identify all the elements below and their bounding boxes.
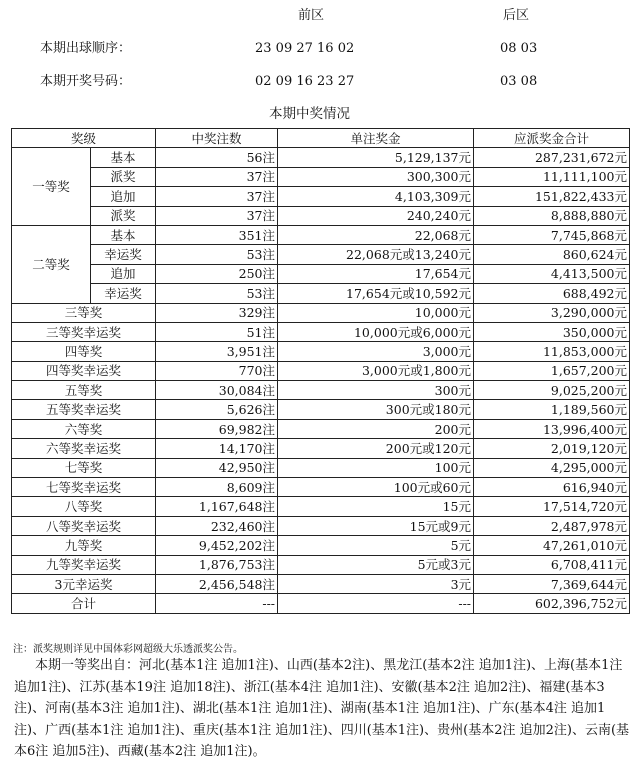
total-prize: 860,624元 xyxy=(474,245,630,264)
col-header-amount: 单注奖金 xyxy=(278,129,474,148)
table-row xyxy=(12,303,630,322)
prize-level: 九等奖幸运奖 xyxy=(12,555,156,574)
table-row xyxy=(12,284,630,303)
winner-count: 8,609注 xyxy=(156,478,278,497)
table-row xyxy=(12,478,630,497)
second-prize-label: 二等奖 xyxy=(12,225,91,303)
winner-count: 2,456,548注 xyxy=(156,574,278,593)
prize-table xyxy=(11,128,630,614)
sub-level: 幸运奖 xyxy=(91,245,156,264)
winner-count: 14,170注 xyxy=(156,439,278,458)
first-prize-label: 一等奖 xyxy=(12,148,91,226)
table-row xyxy=(12,381,630,400)
table-row xyxy=(12,206,630,225)
back-zone-label: 后区 xyxy=(503,8,530,23)
table-row xyxy=(12,536,630,555)
draw-order-front: 23 09 27 16 02 xyxy=(255,41,355,56)
winner-count: 37注 xyxy=(156,187,278,206)
unit-prize: 17,654元或10,592元 xyxy=(278,284,474,303)
winner-count: 770注 xyxy=(156,361,278,380)
table-row xyxy=(12,574,630,593)
unit-prize: 17,654元 xyxy=(278,264,474,283)
unit-prize: 5元或3元 xyxy=(278,555,474,574)
unit-prize: 100元 xyxy=(278,458,474,477)
front-zone-label: 前区 xyxy=(298,8,325,23)
col-header-total: 应派奖金合计 xyxy=(474,129,630,148)
winner-count: 37注 xyxy=(156,206,278,225)
total-prize: 616,940元 xyxy=(474,478,630,497)
table-row xyxy=(12,439,630,458)
table-row xyxy=(12,458,630,477)
table-row xyxy=(12,419,630,438)
unit-prize: 100元或60元 xyxy=(278,478,474,497)
sub-level: 追加 xyxy=(91,264,156,283)
prize-level: 四等奖 xyxy=(12,342,156,361)
sub-level: 基本 xyxy=(91,225,156,244)
sub-level: 派奖 xyxy=(91,206,156,225)
prize-level: 六等奖 xyxy=(12,419,156,438)
prize-level: 七等奖 xyxy=(12,458,156,477)
unit-prize: 15元或9元 xyxy=(278,516,474,535)
total-count: --- xyxy=(156,594,278,613)
total-label: 合计 xyxy=(12,594,156,613)
sub-level: 追加 xyxy=(91,187,156,206)
total-unit: --- xyxy=(278,594,474,613)
winner-count: 69,982注 xyxy=(156,419,278,438)
total-prize: 350,000元 xyxy=(474,322,630,341)
prize-level: 3元幸运奖 xyxy=(12,574,156,593)
first-prize-origin-text: 本期一等奖出自：河北(基本1注 追加1注)、山西(基本2注)、黑龙江(基本2注 追加1注)、上海(基本1注 追加1注)、江苏(基本19注 追加18注)、浙江(基本4注 追加1注)、安徽(基本2注 追加2注)、福建(基本3注)、河南(基本3注 追加1注)、湖北(基本1注 追加1注)、湖南(基本1注 追加1注)、广东(基本4注 追加1注)、广西(基本1注 追加1注)、重庆(基本1注 追加1注)、四川(基本1注)、贵州(基本2注 追加2注)、云南(基本6注 追加5注)、西藏(基本2注 追加1注)。 xyxy=(14,658,630,759)
total-prize: 287,231,672元 xyxy=(474,148,630,167)
unit-prize: 3,000元或1,800元 xyxy=(278,361,474,380)
total-prize: 2,019,120元 xyxy=(474,439,630,458)
table-row xyxy=(12,342,630,361)
total-prize: 1,189,560元 xyxy=(474,400,630,419)
prize-level: 五等奖 xyxy=(12,381,156,400)
unit-prize: 300,300元 xyxy=(278,167,474,186)
winner-count: 329注 xyxy=(156,303,278,322)
draw-order-back: 08 03 xyxy=(500,41,538,56)
table-row xyxy=(12,264,630,283)
unit-prize: 5元 xyxy=(278,536,474,555)
unit-prize: 10,000元 xyxy=(278,303,474,322)
prize-level: 七等奖幸运奖 xyxy=(12,478,156,497)
total-prize: 688,492元 xyxy=(474,284,630,303)
unit-prize: 3元 xyxy=(278,574,474,593)
winning-numbers-front: 02 09 16 23 27 xyxy=(255,74,355,89)
total-prize: 151,822,433元 xyxy=(474,187,630,206)
sub-level: 幸运奖 xyxy=(91,284,156,303)
draw-order-label: 本期出球顺序： xyxy=(40,41,132,56)
winner-count: 351注 xyxy=(156,225,278,244)
unit-prize: 15元 xyxy=(278,497,474,516)
unit-prize: 10,000元或6,000元 xyxy=(278,322,474,341)
total-prize: 2,487,978元 xyxy=(474,516,630,535)
winner-count: 30,084注 xyxy=(156,381,278,400)
table-row xyxy=(12,555,630,574)
prize-level: 九等奖 xyxy=(12,536,156,555)
table-row xyxy=(12,148,630,167)
prize-level: 四等奖幸运奖 xyxy=(12,361,156,380)
table-header-row xyxy=(12,129,630,148)
table-row xyxy=(12,322,630,341)
total-prize: 7,369,644元 xyxy=(474,574,630,593)
unit-prize: 300元或180元 xyxy=(278,400,474,419)
winner-count: 9,452,202注 xyxy=(156,536,278,555)
winning-numbers-label: 本期开奖号码： xyxy=(40,74,132,89)
total-prize: 9,025,200元 xyxy=(474,381,630,400)
prize-level: 三等奖幸运奖 xyxy=(12,322,156,341)
winner-count: 232,460注 xyxy=(156,516,278,535)
prize-level: 六等奖幸运奖 xyxy=(12,439,156,458)
winner-count: 42,950注 xyxy=(156,458,278,477)
unit-prize: 22,068元 xyxy=(278,225,474,244)
footnote: 注：派奖规则详见中国体彩网超级大乐透派奖公告。 xyxy=(13,644,243,655)
sub-level: 派奖 xyxy=(91,167,156,186)
unit-prize: 5,129,137元 xyxy=(278,148,474,167)
unit-prize: 200元 xyxy=(278,419,474,438)
total-prize: 4,413,500元 xyxy=(474,264,630,283)
total-prize: 1,657,200元 xyxy=(474,361,630,380)
total-prize: 7,745,868元 xyxy=(474,225,630,244)
prize-level: 八等奖 xyxy=(12,497,156,516)
total-prize: 6,708,411元 xyxy=(474,555,630,574)
unit-prize: 240,240元 xyxy=(278,206,474,225)
total-prize: 17,514,720元 xyxy=(474,497,630,516)
table-row xyxy=(12,245,630,264)
unit-prize: 200元或120元 xyxy=(278,439,474,458)
table-row xyxy=(12,225,630,244)
prize-level: 三等奖 xyxy=(12,303,156,322)
winner-count: 1,876,753注 xyxy=(156,555,278,574)
winner-count: 56注 xyxy=(156,148,278,167)
total-prize: 4,295,000元 xyxy=(474,458,630,477)
total-prize: 3,290,000元 xyxy=(474,303,630,322)
table-title: 本期中奖情况 xyxy=(269,106,350,122)
table-row xyxy=(12,361,630,380)
grand-total: 602,396,752元 xyxy=(474,594,630,613)
winner-count: 1,167,648注 xyxy=(156,497,278,516)
winner-count: 3,951注 xyxy=(156,342,278,361)
total-prize: 11,111,100元 xyxy=(474,167,630,186)
winner-count: 37注 xyxy=(156,167,278,186)
col-header-level: 奖级 xyxy=(12,129,156,148)
total-prize: 11,853,000元 xyxy=(474,342,630,361)
total-row xyxy=(12,594,630,613)
table-row xyxy=(12,400,630,419)
table-row xyxy=(12,516,630,535)
winning-numbers-back: 03 08 xyxy=(500,74,538,89)
unit-prize: 22,068元或13,240元 xyxy=(278,245,474,264)
total-prize: 13,996,400元 xyxy=(474,419,630,438)
unit-prize: 3,000元 xyxy=(278,342,474,361)
unit-prize: 4,103,309元 xyxy=(278,187,474,206)
table-row xyxy=(12,167,630,186)
winner-count: 53注 xyxy=(156,284,278,303)
col-header-count: 中奖注数 xyxy=(156,129,278,148)
winner-count: 5,626注 xyxy=(156,400,278,419)
table-row xyxy=(12,497,630,516)
table-row xyxy=(12,187,630,206)
unit-prize: 300元 xyxy=(278,381,474,400)
winner-count: 53注 xyxy=(156,245,278,264)
winner-count: 51注 xyxy=(156,322,278,341)
total-prize: 47,261,010元 xyxy=(474,536,630,555)
total-prize: 8,888,880元 xyxy=(474,206,630,225)
winner-count: 250注 xyxy=(156,264,278,283)
prize-level: 八等奖幸运奖 xyxy=(12,516,156,535)
sub-level: 基本 xyxy=(91,148,156,167)
prize-level: 五等奖幸运奖 xyxy=(12,400,156,419)
